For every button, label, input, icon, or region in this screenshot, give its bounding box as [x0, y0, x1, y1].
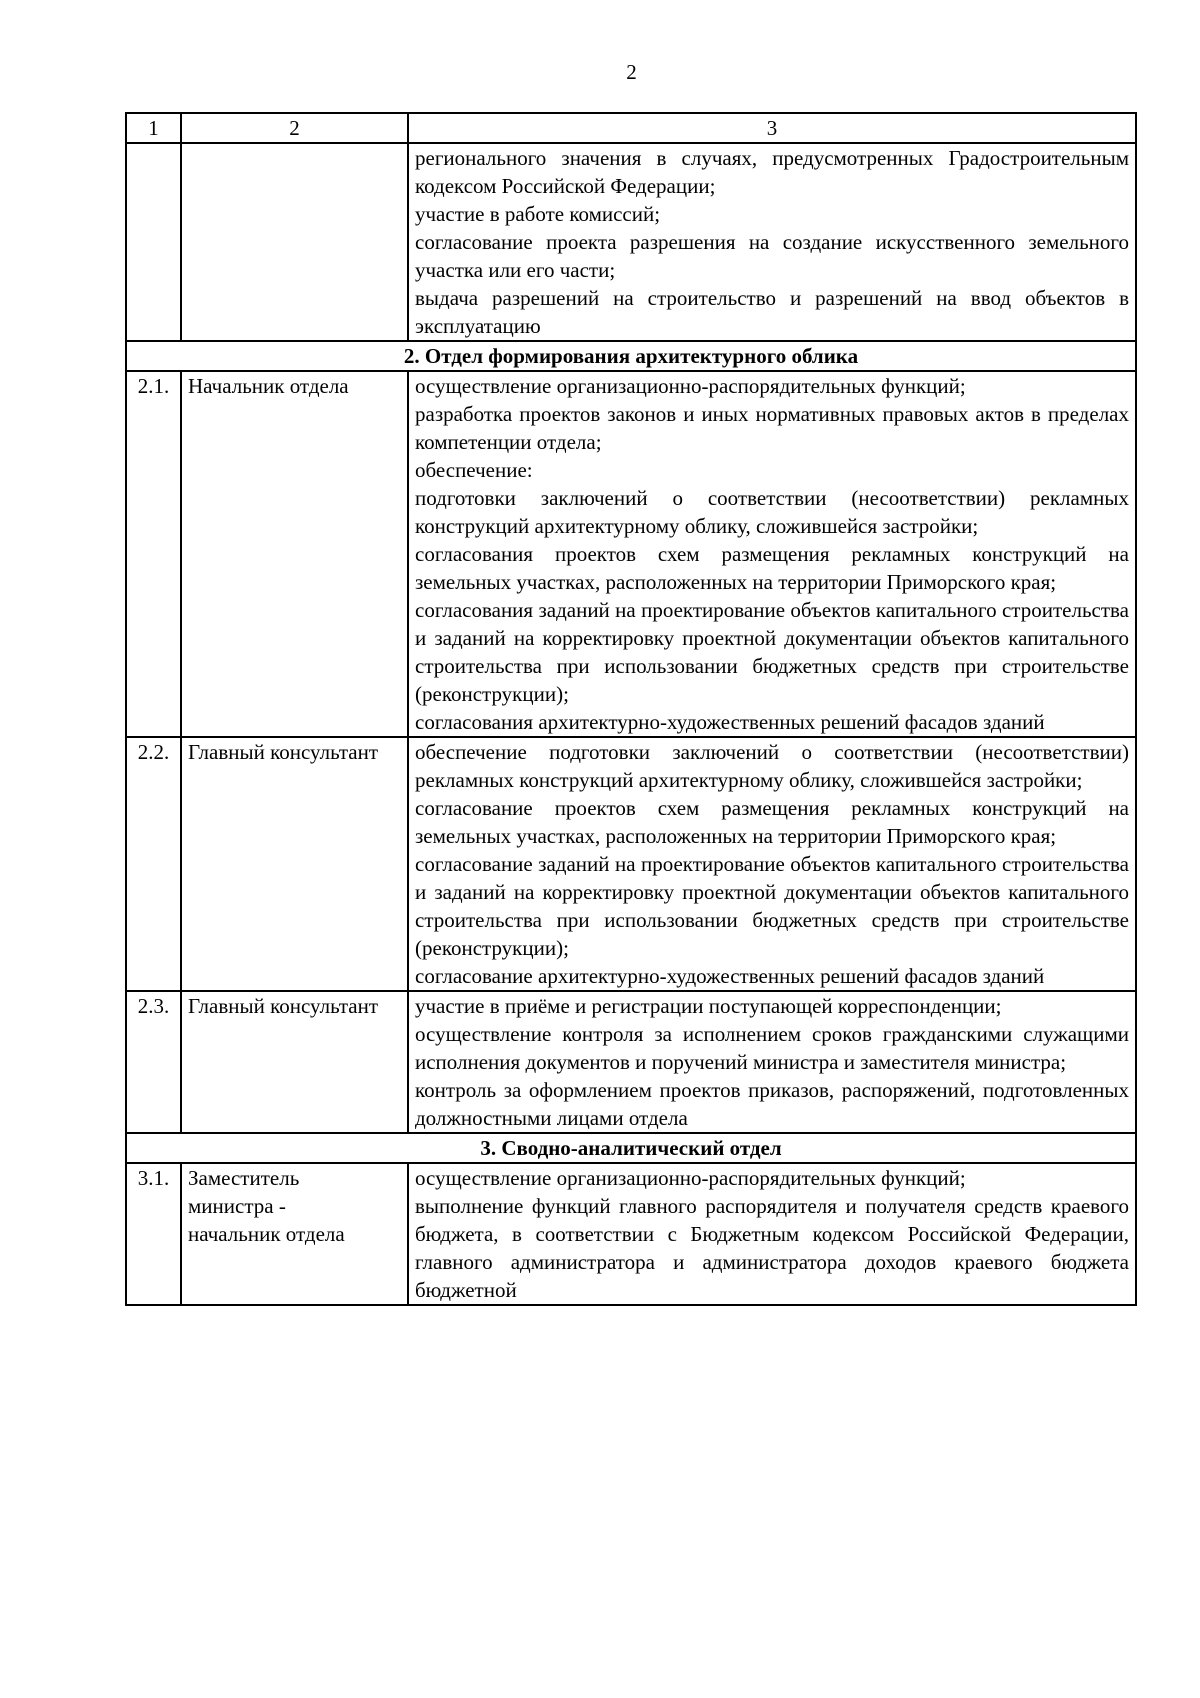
duty-line: осуществление организационно-распорядительных функций;: [415, 1166, 966, 1190]
duties-cell: [408, 371, 1136, 737]
row-number: 3.1.: [126, 1163, 181, 1305]
duty-line: участие в приёме и регистрации поступающей корреспонденции;: [415, 994, 1002, 1018]
row-number: 2.2.: [126, 737, 181, 991]
table-row: [126, 371, 1136, 737]
duty-line: участие в работе комиссий;: [415, 202, 661, 226]
duty-line: обеспечение подготовки заключений о соответствии (несоответствии) рекламных конструкций архитектурному облику, сложившейся застройки;: [415, 740, 1129, 792]
table-row: [126, 737, 1136, 991]
duty-line: согласования проектов схем размещения рекламных конструкций на земельных участках, расположенных на территории Приморского края;: [415, 542, 1129, 594]
duty-line: подготовки заключений о соответствии (несоответствии) рекламных конструкций архитектурному облику, сложившейся застройки;: [415, 486, 1129, 538]
duty-line: выполнение функций главного распорядителя и получателя средств краевого бюджета, в соответствии с Бюджетным кодексом Российской Федерации, главного администратора и администратора доходов краевого бюджета бюджетной: [415, 1194, 1129, 1302]
duty-line: согласование заданий на проектирование объектов капитального строительства и заданий на корректировку проектной документации объектов капитального строительства при использовании бюджетных средств при строительстве (реконструкции);: [415, 852, 1129, 960]
position-line: Заместитель: [188, 1166, 300, 1190]
duty-line: обеспечение:: [415, 458, 533, 482]
duty-line: контроль за оформлением проектов приказов, распоряжений, подготовленных должностными лицами отдела: [415, 1078, 1129, 1130]
duty-line: регионального значения в случаях, предусмотренных Градостроительным кодексом Российской Федерации;: [415, 146, 1129, 198]
position-title: Начальник отдела: [181, 371, 408, 737]
position-line: начальник отдела: [188, 1222, 345, 1246]
duty-line: осуществление организационно-распорядительных функций;: [415, 374, 966, 398]
duty-line: разработка проектов законов и иных нормативных правовых актов в пределах компетенции отдела;: [415, 402, 1129, 454]
position-title: Главный консультант: [181, 991, 408, 1133]
column-header-2: 2: [181, 113, 408, 143]
duty-line: выдача разрешений на строительство и разрешений на ввод объектов в эксплуатацию: [415, 286, 1129, 338]
duties-cell: [408, 737, 1136, 991]
column-header-3: 3: [408, 113, 1136, 143]
position-line: министра -: [188, 1194, 286, 1218]
duty-line: согласования архитектурно-художественных решений фасадов зданий: [415, 710, 1045, 734]
section-3-heading-row: [126, 1133, 1136, 1163]
row-number: 2.1.: [126, 371, 181, 737]
page-number: 2: [626, 60, 637, 84]
duty-line: осуществление контроля за исполнением сроков гражданскими служащими исполнения документов и поручений министра и заместителя министра;: [415, 1022, 1129, 1074]
table-row: [126, 991, 1136, 1133]
column-number-row: [126, 113, 1136, 143]
duty-line: согласование проекта разрешения на создание искусственного земельного участка или его части;: [415, 230, 1129, 282]
duties-cell: [408, 1163, 1136, 1305]
section-2-heading-row: [126, 341, 1136, 371]
section-3-title: 3. Сводно-аналитический отдел: [126, 1133, 1136, 1163]
continuation-row: [126, 143, 1136, 341]
duties-cell: [408, 991, 1136, 1133]
position-title: [181, 1163, 408, 1305]
row-number: 2.3.: [126, 991, 181, 1133]
position-title: Главный консультант: [181, 737, 408, 991]
duty-line: согласования заданий на проектирование объектов капитального строительства и заданий на корректировку проектной документации объектов капитального строительства при использовании бюджетных средств при строительстве (реконструкции);: [415, 598, 1129, 706]
section-2-title: 2. Отдел формирования архитектурного облика: [126, 341, 1136, 371]
duty-line: согласование архитектурно-художественных решений фасадов зданий: [415, 964, 1045, 988]
duty-line: согласование проектов схем размещения рекламных конструкций на земельных участках, расположенных на территории Приморского края;: [415, 796, 1129, 848]
column-header-1: 1: [126, 113, 181, 143]
duties-table: [125, 112, 1137, 1306]
continuation-duties: [408, 143, 1136, 341]
table-row: [126, 1163, 1136, 1305]
